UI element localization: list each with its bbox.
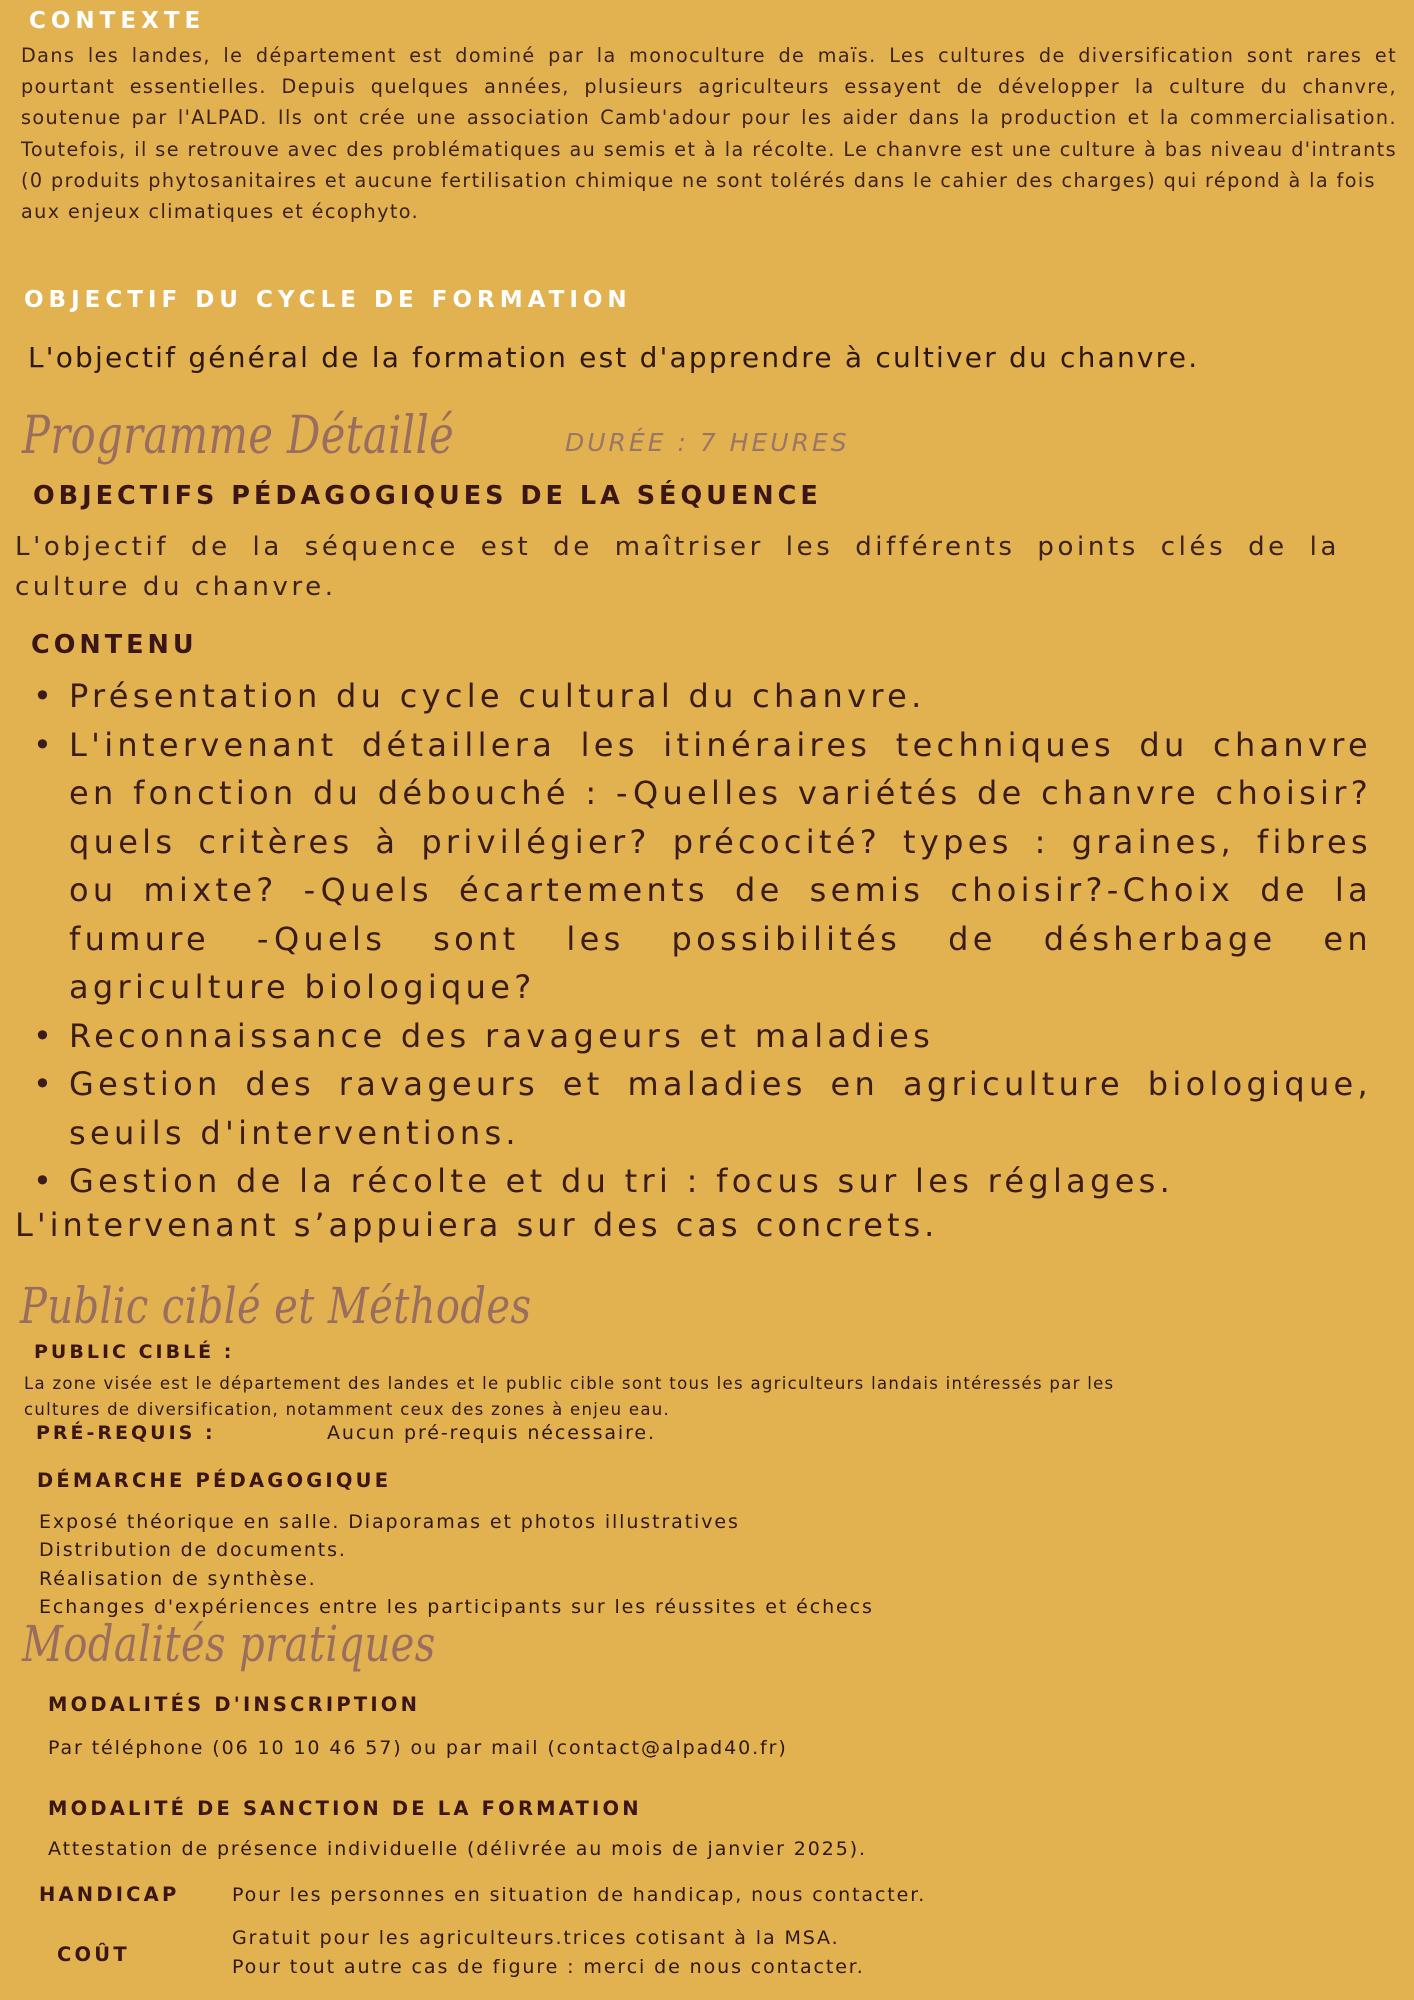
public-cible-text-2: cultures de diversification, notamment ceux des zones à enjeu eau. xyxy=(24,1400,671,1419)
objectif-cycle-heading: OBJECTIF DU CYCLE DE FORMATION xyxy=(24,287,632,313)
contexte-text xyxy=(21,40,1397,227)
sanction-text: Attestation de présence individuelle (délivrée au mois de janvier 2025). xyxy=(48,1838,867,1860)
contenu-item-text: Gestion de la récolte et du tri : focus sur les réglages. xyxy=(69,1162,1175,1200)
handicap-label: HANDICAP xyxy=(39,1883,180,1906)
prerequis-text: Aucun pré-requis nécessaire. xyxy=(327,1422,656,1444)
modalites-heading: Modalités pratiques xyxy=(22,1615,436,1673)
cout-line-2: Pour tout autre cas de figure : merci de nous contacter. xyxy=(232,1956,865,1978)
list-item xyxy=(0,1060,1372,1157)
contexte-heading: CONTEXTE xyxy=(29,8,206,34)
contenu-list xyxy=(0,672,1372,1206)
list-item xyxy=(0,1012,1372,1061)
demarche-line: Echanges d'expériences entre les participants sur les réussites et échecs xyxy=(39,1596,874,1618)
demarche-line: Distribution de documents. xyxy=(39,1539,347,1561)
bullet-icon: • xyxy=(33,677,57,715)
list-item xyxy=(0,672,1372,721)
cout-label: COÛT xyxy=(57,1943,130,1966)
conclusion-text: L'intervenant s’appuiera sur des cas concrets. xyxy=(15,1206,939,1244)
demarche-heading: DÉMARCHE PÉDAGOGIQUE xyxy=(37,1469,392,1492)
public-cible-text-1: La zone visée est le département des landes et le public cible sont tous les agriculteurs landais intéressés par les xyxy=(24,1374,1115,1393)
contenu-heading: CONTENU xyxy=(31,630,198,660)
programme-heading: Programme Détaillé xyxy=(22,406,455,466)
handicap-text: Pour les personnes en situation de handicap, nous contacter. xyxy=(232,1884,927,1906)
contexte-paragraph-end: aux enjeux climatiques et écophyto. xyxy=(21,200,420,224)
objectifs-pedagogiques-text: L'objectif de la séquence est de maîtriser les différents points clés de la culture du chanvre. xyxy=(15,532,1340,602)
bullet-icon: • xyxy=(33,725,57,764)
public-heading: Public ciblé et Méthodes xyxy=(20,1277,532,1335)
inscription-heading: MODALITÉS D'INSCRIPTION xyxy=(48,1693,421,1716)
contenu-item-text: Gestion des ravageurs et maladies en agriculture biologique, seuils d'interventions. xyxy=(69,1065,1372,1152)
contenu-item-text: Reconnaissance des ravageurs et maladies xyxy=(69,1016,935,1055)
public-cible-label: PUBLIC CIBLÉ : xyxy=(34,1341,235,1363)
bullet-icon: • xyxy=(33,1016,57,1055)
contexte-paragraph: Dans les landes, le département est dominé par la monoculture de maïs. Les cultures de diversification sont rares et pourtant essentielles. Depuis quelques années, plusieurs agriculteurs essayent de développer la culture du chanvre, soutenue par l'ALPAD. Ils ont crée une association Camb'adour pour les aider dans la production et la commercialisation. Toutefois, il se retrouve avec des problématiques au semis et à la récolte. Le chanvre est une culture à bas niveau d'intrants (0 produits phytosanitaires et aucune fertilisation chimique ne sont tolérés dans le cahier des charges) qui répond à la fois xyxy=(21,44,1397,192)
objectif-general-text: L'objectif général de la formation est d'apprendre à cultiver du chanvre. xyxy=(28,341,1200,374)
sanction-heading: MODALITÉ DE SANCTION DE LA FORMATION xyxy=(48,1797,642,1820)
cout-line-1: Gratuit pour les agriculteurs.trices cotisant à la MSA. xyxy=(232,1927,840,1949)
inscription-text: Par téléphone (06 10 10 46 57) ou par mail (contact@alpad40.fr) xyxy=(48,1737,788,1759)
prerequis-label: PRÉ-REQUIS : xyxy=(36,1422,216,1444)
contenu-item-text: L'intervenant détaillera les itinéraires techniques du chanvre en fonction du débouché : -Quelles variétés de chanvre choisir? quels critères à privilégier? précocité? types : graines, fibres ou mixte? -Quels écartements de semis choisir?-Choix de la fumure -Quels sont les possibilités de désherbage en agriculture biologique? xyxy=(69,725,1372,1006)
demarche-line: Exposé théorique en salle. Diaporamas et photos illustratives xyxy=(39,1511,740,1533)
duree-label: DURÉE : 7 HEURES xyxy=(565,428,850,457)
contenu-item-text: Présentation du cycle cultural du chanvre. xyxy=(69,677,926,715)
bullet-icon: • xyxy=(33,1065,57,1103)
demarche-line: Réalisation de synthèse. xyxy=(39,1568,317,1590)
list-item xyxy=(0,1157,1372,1206)
bullet-icon: • xyxy=(33,1162,57,1200)
objectifs-pedagogiques-heading: OBJECTIFS PÉDAGOGIQUES DE LA SÉQUENCE xyxy=(33,481,822,511)
list-item xyxy=(0,721,1372,1012)
